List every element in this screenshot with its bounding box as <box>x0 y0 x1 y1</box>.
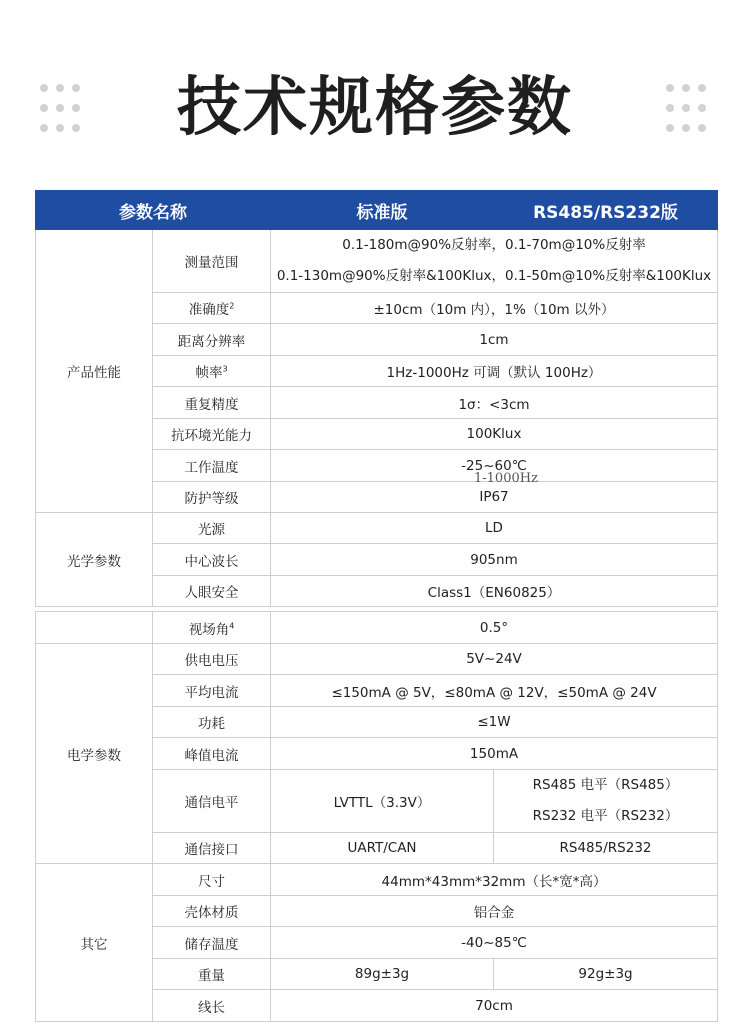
row-value: ±10cm（10m 内），1%（10m 以外） <box>271 293 718 324</box>
row-label: 壳体材质 <box>153 896 271 927</box>
label-text: 帧率 <box>195 365 223 381</box>
table-row <box>36 864 718 896</box>
row-value: -25~60℃ <box>271 450 718 482</box>
row-label: 储存温度 <box>153 927 271 959</box>
decorative-dots-right <box>666 84 714 134</box>
row-label: 通信接口 <box>153 833 271 864</box>
row-label: 尺寸 <box>153 864 271 896</box>
value-line: RS232 电平（RS232） <box>532 808 679 824</box>
row-value: 905nm <box>271 544 718 576</box>
row-label: 功耗 <box>153 707 271 738</box>
decorative-dots-left <box>40 84 88 134</box>
row-value: 150mA <box>271 738 718 770</box>
overlay-annotation: 1-1000Hz <box>474 471 538 486</box>
row-value: ≤1W <box>271 707 718 738</box>
row-value: ≤150mA @ 5V，≤80mA @ 12V，≤50mA @ 24V <box>271 675 718 707</box>
row-value: Class1（EN60825） <box>271 576 718 607</box>
row-label: 峰值电流 <box>153 738 271 770</box>
row-value-standard: 89g±3g <box>271 959 494 990</box>
category-cell <box>36 612 153 644</box>
footnote-marker: 3 <box>222 364 228 374</box>
row-value: -40~85℃ <box>271 927 718 959</box>
row-value: 1Hz-1000Hz 可调（默认 100Hz） <box>271 356 718 387</box>
row-value: 1σ：<3cm <box>271 387 718 419</box>
header-param: 参数名称 <box>36 191 271 230</box>
header-standard: 标准版 <box>271 191 494 230</box>
spec-table-top <box>35 190 718 607</box>
table-row <box>36 612 718 644</box>
label-text: 准确度 <box>188 302 230 318</box>
row-label: 供电电压 <box>153 644 271 675</box>
row-label: 人眼安全 <box>153 576 271 607</box>
row-label <box>153 612 271 644</box>
row-label: 工作温度 <box>153 450 271 482</box>
table-row <box>36 230 718 293</box>
category-cell: 光学参数 <box>36 513 153 607</box>
table-row <box>36 513 718 544</box>
row-value-standard: UART/CAN <box>271 833 494 864</box>
row-value: 铝合金 <box>271 896 718 927</box>
row-label: 光源 <box>153 513 271 544</box>
row-value-rs: RS485/RS232 <box>494 833 718 864</box>
row-label: 通信电平 <box>153 770 271 833</box>
value-line: 0.1-130m@90%反射率&100Klux，0.1-50m@10%反射率&100Klux <box>276 268 712 284</box>
value-line: RS485 电平（RS485） <box>532 777 679 793</box>
row-value <box>271 230 718 293</box>
category-cell: 产品性能 <box>36 230 153 513</box>
row-value: LD <box>271 513 718 544</box>
row-label: 重复精度 <box>153 387 271 419</box>
footnote-marker: 4 <box>229 621 235 630</box>
row-label: 防护等级 <box>153 482 271 513</box>
row-value: 100Klux <box>271 419 718 450</box>
page-title: 技术规格参数 <box>177 71 573 145</box>
row-label: 距离分辨率 <box>153 324 271 356</box>
row-label: 线长 <box>153 990 271 1022</box>
row-label <box>153 356 271 387</box>
row-value: 5V~24V <box>271 644 718 675</box>
value-line: 0.1-180m@90%反射率，0.1-70m@10%反射率 <box>342 237 646 253</box>
row-label: 抗环境光能力 <box>153 419 271 450</box>
table-row <box>36 644 718 675</box>
row-label: 测量范围 <box>153 230 271 293</box>
row-label: 中心波长 <box>153 544 271 576</box>
row-value: 70cm <box>271 990 718 1022</box>
row-value: 44mm*43mm*32mm（长*宽*高） <box>271 864 718 896</box>
row-label: 平均电流 <box>153 675 271 707</box>
table-header-row <box>36 191 718 230</box>
spec-table-bottom <box>35 611 718 1022</box>
row-value: IP67 <box>271 482 718 513</box>
row-value-rs <box>494 770 718 833</box>
row-label <box>153 293 271 324</box>
category-cell: 电学参数 <box>36 644 153 864</box>
category-cell: 其它 <box>36 864 153 1022</box>
row-value-rs: 92g±3g <box>494 959 718 990</box>
row-value: 0.5° <box>271 612 718 644</box>
footnote-marker: 2 <box>229 301 235 311</box>
label-text: 视场角 <box>188 621 230 638</box>
row-label: 重量 <box>153 959 271 990</box>
row-value-standard: LVTTL（3.3V） <box>271 770 494 833</box>
row-value: 1cm <box>271 324 718 356</box>
header-rs: RS485/RS232版 <box>494 191 718 230</box>
